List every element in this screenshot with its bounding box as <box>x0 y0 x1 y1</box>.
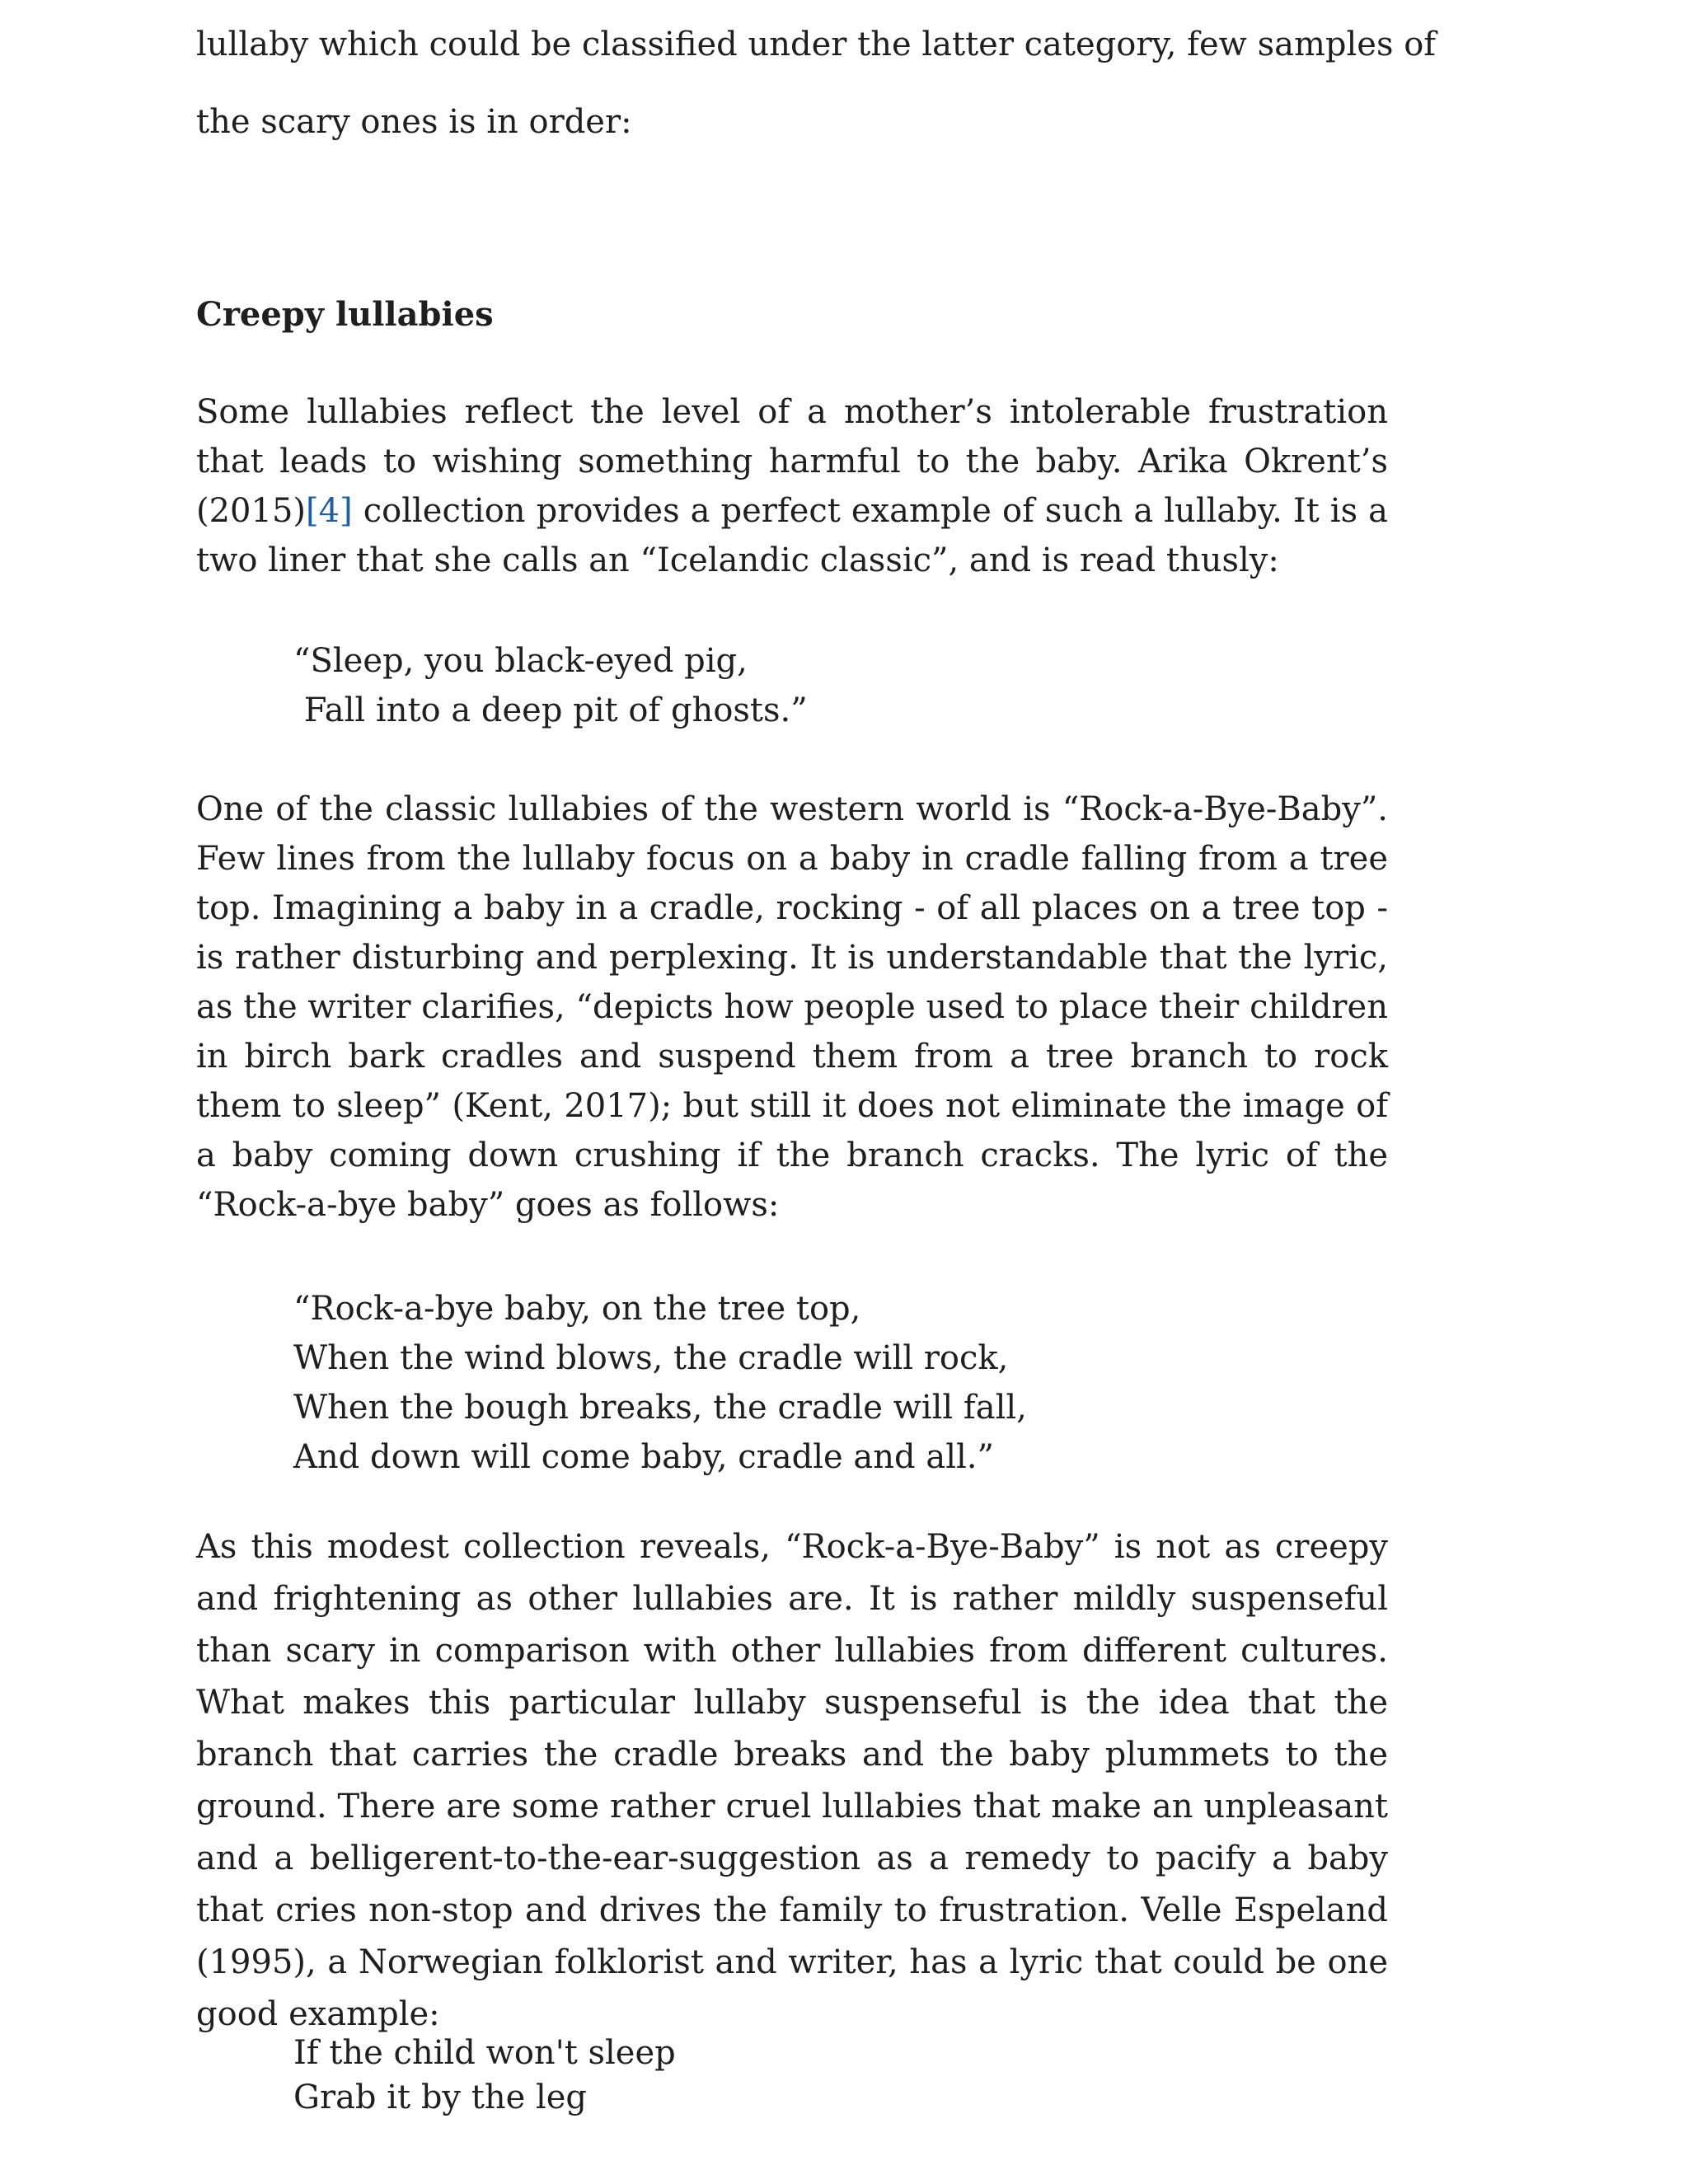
verse-line: When the wind blows, the cradle will rock, <box>293 1339 1009 1377</box>
paragraph-1-text-b: collection provides a perfect example of such a lullaby. It is a two liner that she calls an “Icelandic classic”, and is read thusly: <box>196 492 1388 579</box>
cutoff-line <box>196 26 1437 91</box>
paragraph-3: As this modest collection reveals, “Rock-a-Bye-Baby” is not as creepy and frightening as other lullabies are. It is rather mildly suspenseful than scary in comparison with other lullabies from different cultures. What makes this particular lullaby suspenseful is the idea that the branch that carries the cradle breaks and the baby plummets to the ground. There are some rather cruel lullabies that make an unpleasant and a belligerent-to-the-ear-suggestion as a remedy to pacify a baby that cries non-stop and drives the family to frustration. Velle Espeland (1995), a Norwegian folklorist and writer, has a lyric that could be one good example: <box>196 1528 1388 2033</box>
verse-line: “Rock-a-bye baby, on the tree top, <box>293 1290 861 1328</box>
verse-3-clip <box>293 2031 1035 2116</box>
verse-line: When the bough breaks, the cradle will fall, <box>293 1389 1027 1427</box>
cutoff-line-text: lullaby which could be classified under the latter category, few samples of <box>196 26 1437 63</box>
intro-tail: the scary ones is in order: <box>196 103 632 141</box>
verse-1 <box>293 636 808 735</box>
verse-line: Grab it by the leg <box>293 2079 588 2116</box>
verse-line: “Sleep, you black-eyed pig, <box>293 642 748 680</box>
verse-line: If the child won't sleep <box>293 2034 676 2072</box>
paragraph-1-text-a: Some lullabies reflect the level of a mother’s intolerable frustration that leads to wishing something harmful to the baby. Arika Okrent’s (2015) <box>196 393 1388 530</box>
verse-line: And down will come baby, cradle and all.” <box>293 1438 994 1476</box>
paragraph-1 <box>196 387 1388 585</box>
verse-line: Fall into a deep pit of ghosts.” <box>293 691 808 729</box>
verse-2 <box>293 1284 1027 1482</box>
verse-3 <box>293 2031 676 2120</box>
footnote-link[interactable]: [4] <box>306 492 353 530</box>
paragraph-2: One of the classic lullabies of the western world is “Rock-a-Bye-Baby”. Few lines from the lullaby focus on a baby in cradle falling from a tree top. Imagining a baby in a cradle, rocking - of all places on a tree top - is rather disturbing and perplexing. It is understandable that the lyric, as the writer clarifies, “depicts how people used to place their children in birch bark cradles and suspend them from a tree branch to rock them to sleep” (Kent, 2017); but still it does not eliminate the image of a baby coming down crushing if the branch cracks. The lyric of the “Rock-a-bye baby” goes as follows: <box>196 790 1388 1224</box>
section-heading: Creepy lullabies <box>196 295 494 334</box>
